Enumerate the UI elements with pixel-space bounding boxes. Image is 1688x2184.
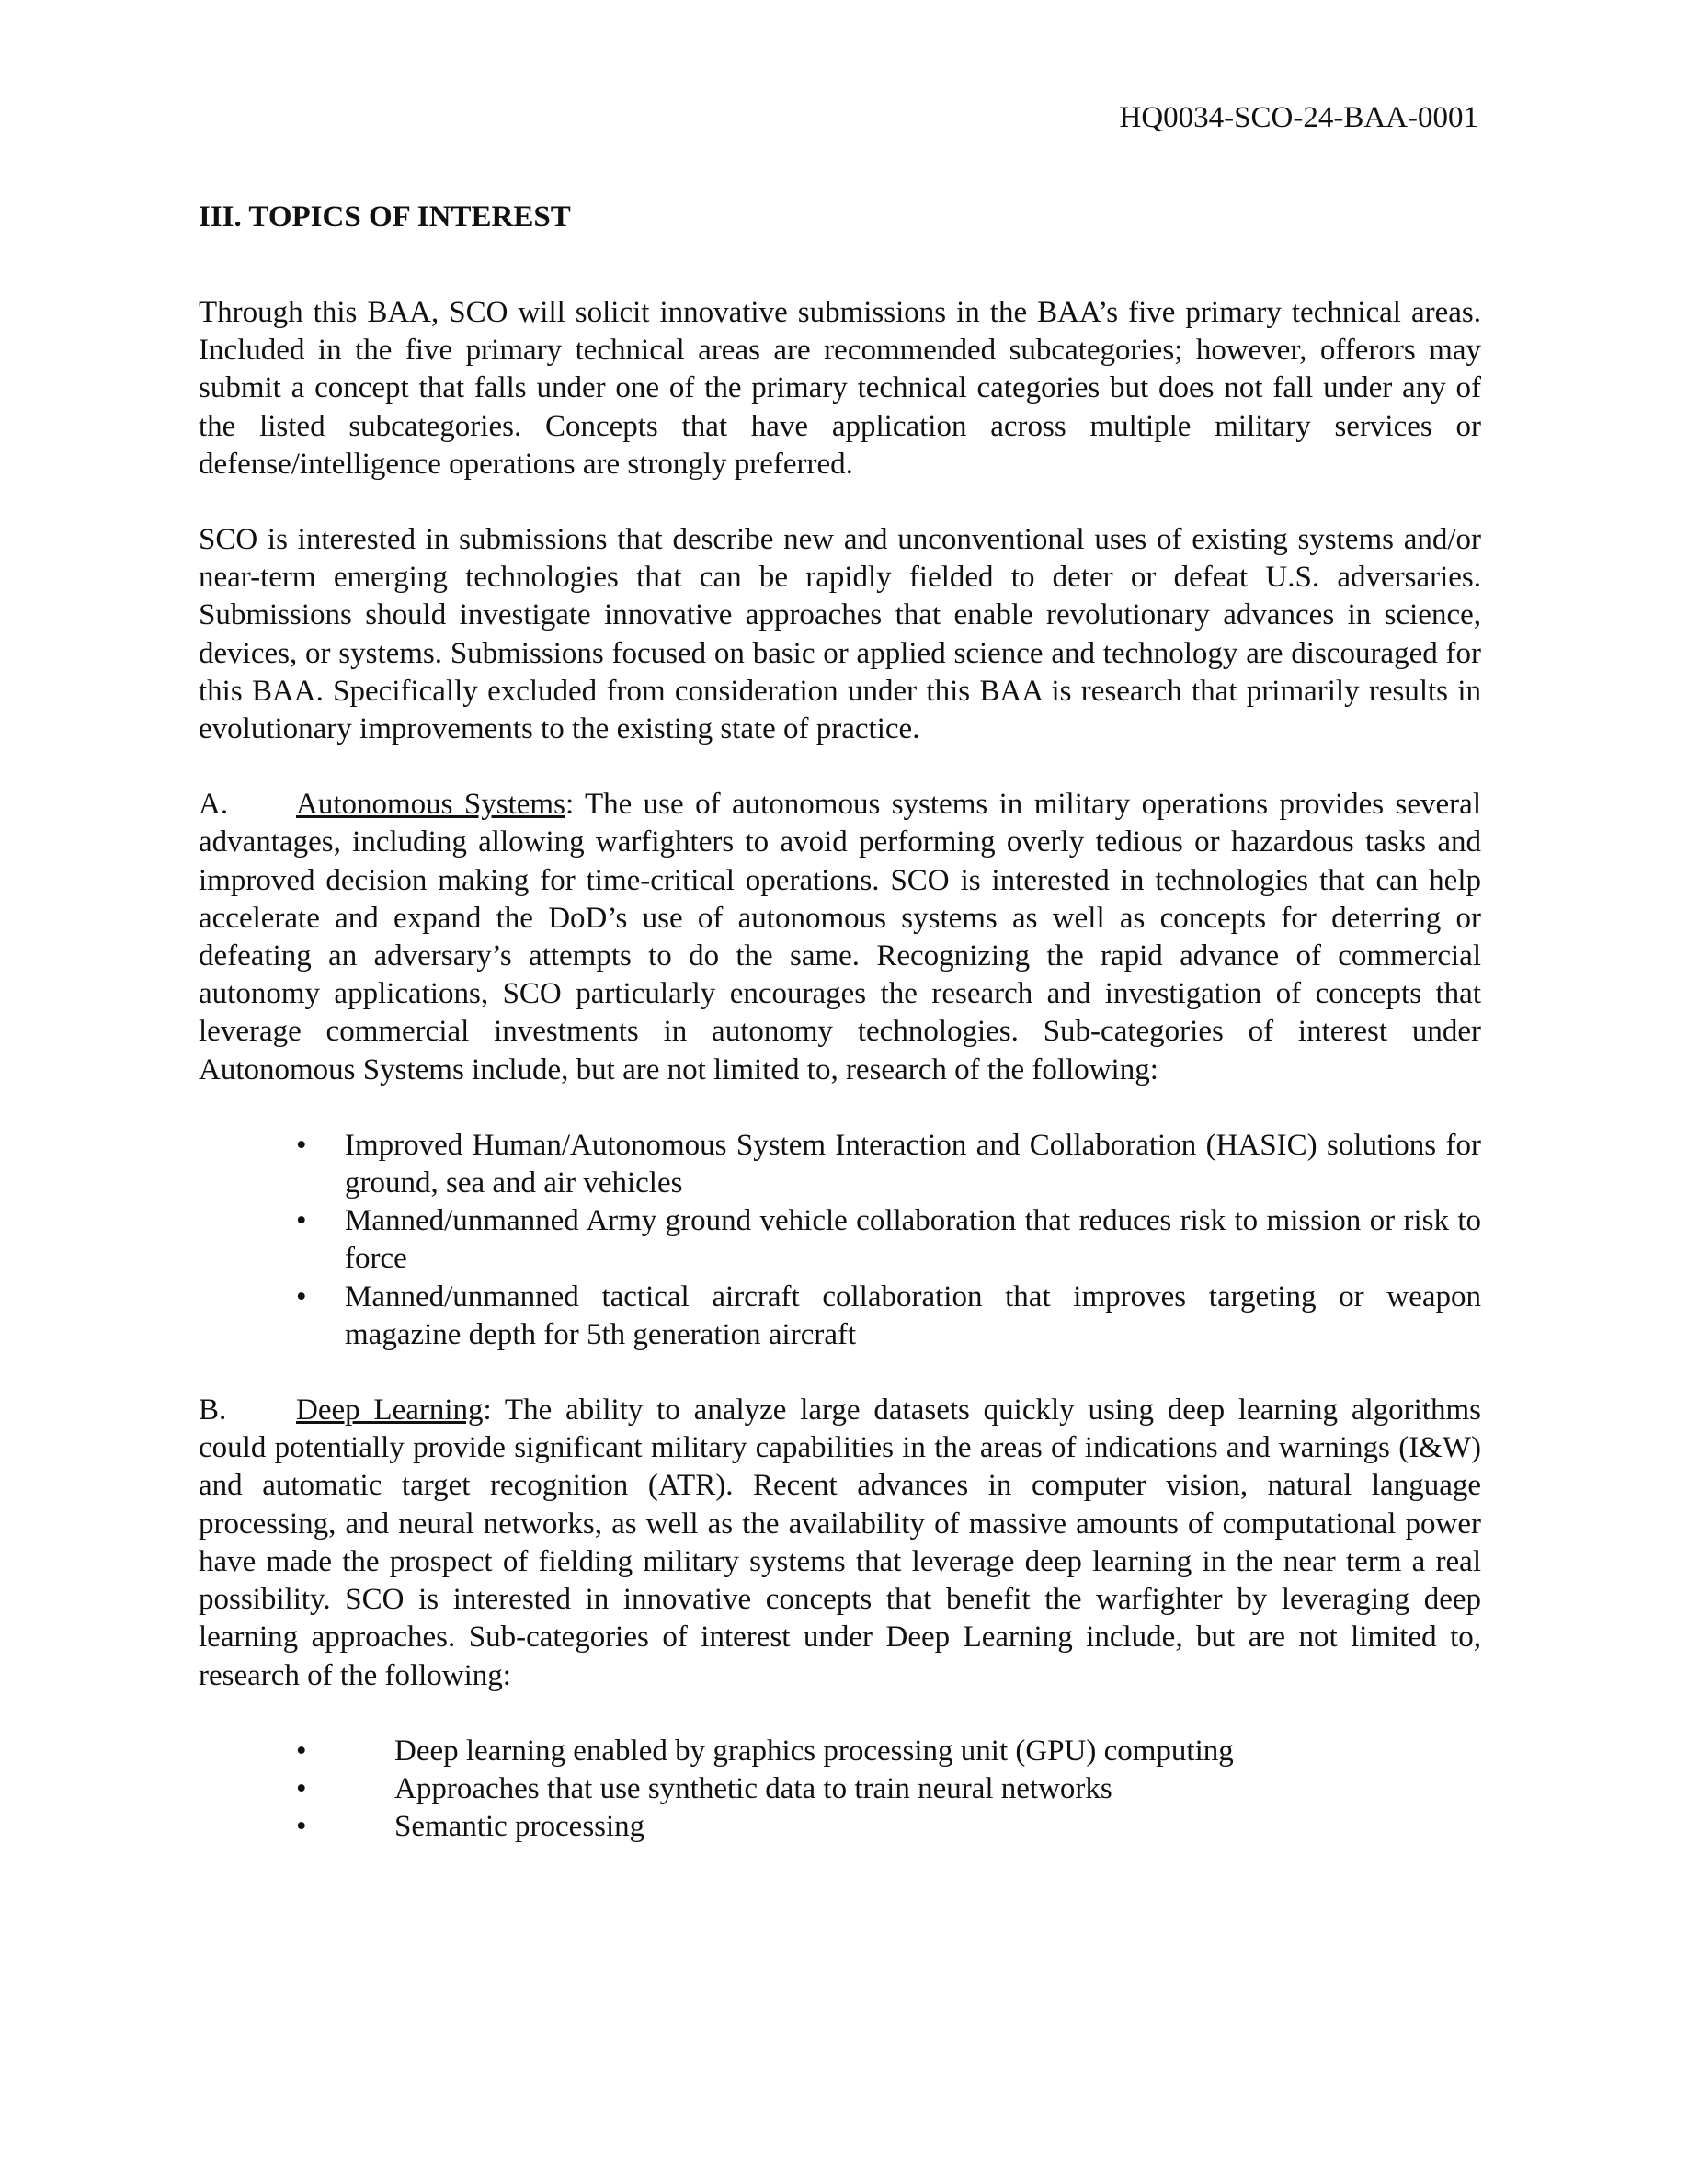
document-id: HQ0034-SCO-24-BAA-0001 [1119,101,1478,134]
document-body [199,199,1481,1883]
bullet-marker: • [296,1734,307,1768]
list-item [199,1279,1481,1354]
list-item [199,1808,1481,1846]
list-item-text: Approaches that use synthetic data to train neural networks [394,1771,1112,1805]
topic-a-text: : The use of autonomous systems in military operations provides several advantages, including allowing warfighters to avoid performing overly tedious or hazardous tasks and improved decision making for time-critical operations. SCO is interested in technologies that can help accelerate and expand the DoD’s use of autonomous systems as well as concepts for deterring or defeating an adversary’s attempts to do the same. Recognizing the rapid advance of commercial autonomy applications, SCO particularly encourages the research and investigation of concepts that leverage commercial investments in autonomy technologies. Sub-categories of interest under Autonomous Systems include, but are not limited to, research of the following: [199,788,1481,1086]
section-heading: III. TOPICS OF INTEREST [199,200,571,233]
topic-b-letter: B. [199,1393,227,1428]
topic-b-subcategory-list [199,1733,1481,1847]
intro-paragraph: Through this BAA, SCO will solicit innovative submissions in the BAA’s five primary technical areas. Included in the five primary technical areas are recommended subcategories; however, offerors may submit a concept that falls under one of the primary technical categories but does not fall under any of the listed subcategories. Concepts that have application across multiple military services or defense/intelligence operations are strongly preferred. [199,296,1481,481]
topic-b-title: Deep Learning [296,1393,484,1428]
bullet-marker: • [296,1810,307,1844]
topic-b-text: : The ability to analyze large datasets quickly using deep learning algorithms could potentially provide significant military capabilities in the areas of indications and warnings (I&W) and automatic target recognition (ATR). Recent advances in computer vision, natural language processing, and neural networks, as well as the availability of massive amounts of computational power have made the prospect of fielding military systems that leverage deep learning in the near term a real possibility. SCO is interested in innovative concepts that benefit the warfighter by leveraging deep learning approaches. Sub-categories of interest under Deep Learning include, but are not limited to, research of the following: [199,1393,1481,1692]
list-item [199,1733,1481,1770]
list-item [199,1770,1481,1808]
list-item [199,1202,1481,1278]
topic-a-letter: A. [199,788,229,822]
topic-a-paragraph [199,786,1481,1089]
scope-paragraph: SCO is interested in submissions that describe new and unconventional uses of existing systems and/or near-term emerging technologies that can be rapidly fielded to deter or defeat U.S. adversaries. Submissions should investigate innovative approaches that enable revolutionary advances in science, devices, or systems. Submissions focused on basic or applied science and technology are discouraged for this BAA. Specifically excluded from consideration under this BAA is research that primarily results in evolutionary improvements to the existing state of practice. [199,523,1481,746]
list-item-text: Manned/unmanned tactical aircraft collaboration that improves targeting or weapon magazine depth for 5th generation aircraft [345,1280,1481,1351]
list-item-text: Improved Human/Autonomous System Interaction and Collaboration (HASIC) solutions for ground, sea and air vehicles [345,1128,1481,1200]
bullet-marker: • [296,1771,307,1805]
bullet-marker: • [296,1128,307,1162]
bullet-marker: • [296,1204,307,1238]
topic-b-paragraph [199,1392,1481,1695]
list-item-text: Semantic processing [394,1810,645,1844]
topic-a-subcategory-list [199,1127,1481,1354]
list-item-text: Manned/unmanned Army ground vehicle collaboration that reduces risk to mission or risk to force [345,1204,1481,1276]
list-item [199,1127,1481,1202]
bullet-marker: • [296,1280,307,1314]
topic-a-title: Autonomous Systems [296,788,565,822]
list-item-text: Deep learning enabled by graphics processing unit (GPU) computing [394,1734,1234,1768]
